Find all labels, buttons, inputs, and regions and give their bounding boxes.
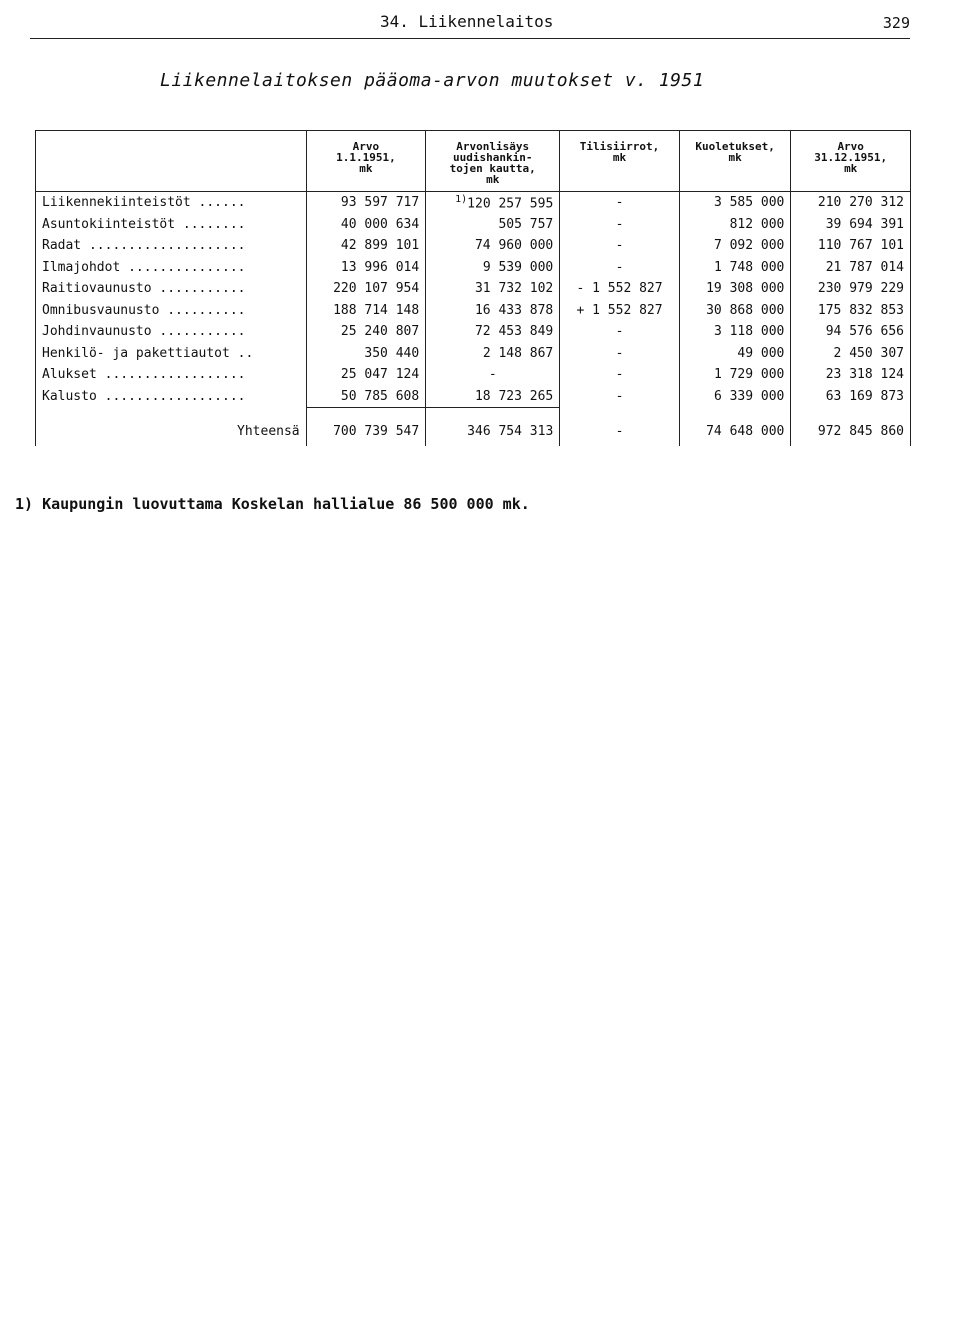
cell-arvo-end: 110 767 101 (791, 235, 911, 257)
table-row (36, 300, 911, 322)
header-arvonlisays (426, 131, 560, 192)
table-row (36, 278, 911, 300)
cell-arvo-start: 50 785 608 (306, 386, 426, 408)
table-title: Liikennelaitoksen pääoma-arvon muutokset v. 1951 (160, 70, 705, 91)
cell-kuoletukset: 812 000 (679, 214, 791, 236)
cell-tilisiirrot: - (560, 386, 680, 408)
row-label: Raitiovaunusto ........... (36, 278, 307, 300)
cell-arvo-end: 210 270 312 (791, 192, 911, 214)
table-row (36, 364, 911, 386)
total-tilisiirrot: - (560, 416, 680, 446)
cell-arvo-end: 39 694 391 (791, 214, 911, 236)
total-arvo-end: 972 845 860 (791, 416, 911, 446)
row-label: Henkilö- ja pakettiautot .. (36, 343, 307, 365)
cell-tilisiirrot: - 1 552 827 (560, 278, 680, 300)
cell-kuoletukset: 3 585 000 (679, 192, 791, 214)
cell-arvo-start: 13 996 014 (306, 257, 426, 279)
cell-arvonlisays (426, 192, 560, 214)
cell-arvonlisays: 18 723 265 (426, 386, 560, 408)
cell-arvo-end: 2 450 307 (791, 343, 911, 365)
cell-arvonlisays: 72 453 849 (426, 321, 560, 343)
total-label: Yhteensä (36, 416, 307, 446)
row-label: Kalusto .................. (36, 386, 307, 408)
footnote-mark: 1) (455, 194, 468, 206)
cell-arvonlisays: 505 757 (426, 214, 560, 236)
page-number: 329 (882, 14, 910, 32)
cell-tilisiirrot: + 1 552 827 (560, 300, 680, 322)
cell-arvo-start: 25 047 124 (306, 364, 426, 386)
cell-arvonlisays: 74 960 000 (426, 235, 560, 257)
total-row (36, 416, 911, 446)
cell-tilisiirrot: - (560, 235, 680, 257)
table-row (36, 214, 911, 236)
total-kuoletukset: 74 648 000 (679, 416, 791, 446)
cell-kuoletukset: 1 729 000 (679, 364, 791, 386)
cell-arvo-start: 42 899 101 (306, 235, 426, 257)
table-row (36, 257, 911, 279)
page-header (30, 8, 910, 39)
cell-arvo-end: 21 787 014 (791, 257, 911, 279)
table-header-row (36, 131, 911, 192)
cell-arvo-end: 94 576 656 (791, 321, 911, 343)
total-arvo-start: 700 739 547 (306, 416, 426, 446)
cell-arvonlisays: 2 148 867 (426, 343, 560, 365)
row-label: Ilmajohdot ............... (36, 257, 307, 279)
row-label: Alukset .................. (36, 364, 307, 386)
cell-arvonlisays: 16 433 878 (426, 300, 560, 322)
chapter-title: 34. Liikennelaitos (380, 12, 554, 31)
table-row (36, 343, 911, 365)
cell-arvo-end: 230 979 229 (791, 278, 911, 300)
footnote: 1) Kaupungin luovuttama Koskelan hallialue 86 500 000 mk. (15, 495, 530, 513)
cell-kuoletukset: 49 000 (679, 343, 791, 365)
cell-kuoletukset: 19 308 000 (679, 278, 791, 300)
cell-kuoletukset: 30 868 000 (679, 300, 791, 322)
header-arvonlisays-text: Arvonlisäys uudishankin- tojen kautta, mk (449, 140, 536, 186)
table-row (36, 321, 911, 343)
cell-arvo-start: 93 597 717 (306, 192, 426, 214)
header-arvo-start-text: Arvo 1.1.1951, mk (336, 140, 396, 175)
capital-value-table (35, 130, 911, 446)
header-label-cell (36, 131, 307, 192)
header-kuoletukset-text: Kuoletukset, mk (695, 140, 775, 164)
cell-arvonlisays: 31 732 102 (426, 278, 560, 300)
cell-arvo-start: 350 440 (306, 343, 426, 365)
row-label: Radat .................... (36, 235, 307, 257)
row-label: Johdinvaunusto ........... (36, 321, 307, 343)
spacer-row (36, 408, 911, 417)
header-tilisiirrot (560, 131, 680, 192)
row-label: Omnibusvaunusto .......... (36, 300, 307, 322)
header-arvo-start (306, 131, 426, 192)
cell-tilisiirrot: - (560, 214, 680, 236)
cell-tilisiirrot: - (560, 321, 680, 343)
cell-arvo-start: 188 714 148 (306, 300, 426, 322)
row-label: Liikennekiinteistöt ...... (36, 192, 307, 214)
cell-arvo-start: 40 000 634 (306, 214, 426, 236)
header-arvo-end-text: Arvo 31.12.1951, mk (814, 140, 888, 175)
cell-arvo-end: 23 318 124 (791, 364, 911, 386)
table-row (36, 192, 911, 214)
cell-tilisiirrot: - (560, 257, 680, 279)
cell-kuoletukset: 1 748 000 (679, 257, 791, 279)
header-tilisiirrot-text: Tilisiirrot, mk (579, 140, 660, 164)
table-row (36, 235, 911, 257)
cell-arvo-start: 220 107 954 (306, 278, 426, 300)
total-arvonlisays: 346 754 313 (426, 416, 560, 446)
cell-kuoletukset: 7 092 000 (679, 235, 791, 257)
cell-arvonlisays: 9 539 000 (426, 257, 560, 279)
table-row (36, 386, 911, 408)
cell-arvonlisays-value: 120 257 595 (467, 196, 554, 212)
cell-arvo-end: 63 169 873 (791, 386, 911, 408)
cell-tilisiirrot: - (560, 343, 680, 365)
row-label: Asuntokiinteistöt ........ (36, 214, 307, 236)
cell-tilisiirrot: - (560, 364, 680, 386)
cell-arvonlisays: - (426, 364, 560, 386)
cell-kuoletukset: 3 118 000 (679, 321, 791, 343)
cell-arvo-end: 175 832 853 (791, 300, 911, 322)
cell-arvo-start: 25 240 807 (306, 321, 426, 343)
cell-kuoletukset: 6 339 000 (679, 386, 791, 408)
header-kuoletukset (679, 131, 791, 192)
cell-tilisiirrot: - (560, 192, 680, 214)
header-arvo-end (791, 131, 911, 192)
